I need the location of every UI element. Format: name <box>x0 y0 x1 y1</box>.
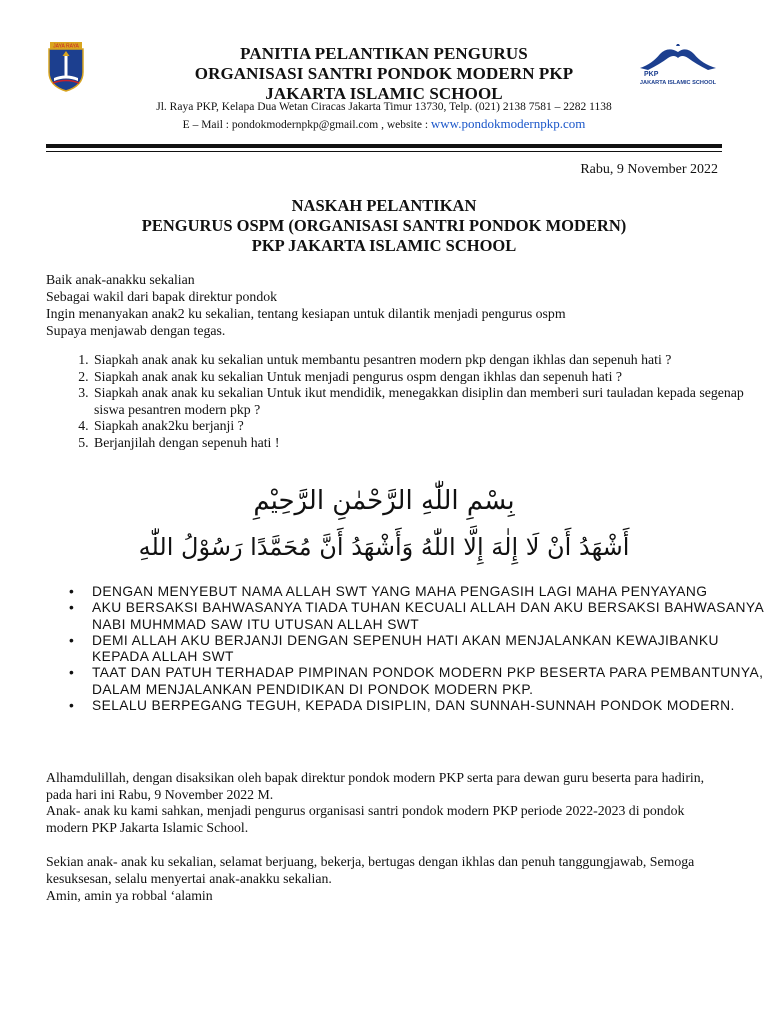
question-item: 2. Siapkah anak anak ku sekalian Untuk menjadi pengurus ospm dengan ikhlas dan sepenuh hati ? <box>92 369 758 386</box>
oath-text: DENGAN MENYEBUT NAMA ALLAH SWT YANG MAHA PENGASIH LAGI MAHA PENYAYANG <box>92 584 708 599</box>
email-text: E – Mail : pondokmodernpkp@gmail.com , website : <box>182 119 431 131</box>
letterhead-line-1: PANITIA PELANTIKAN PENGURUS <box>240 44 528 63</box>
question-item: 4. Siapkah anak2ku berjanji ? <box>92 418 758 435</box>
letterhead-line-2: ORGANISASI SANTRI PONDOK MODERN PKP <box>194 64 574 83</box>
closing-line: Anak- anak ku kami sahkan, menjadi pengurus organisasi santri pondok modern PKP periode 2022-2023 di pondok modern PKP Jakarta Islamic School. <box>46 803 685 835</box>
logo-text-bottom: JAKARTA ISLAMIC SCHOOL <box>639 80 717 86</box>
bullet-icon: • <box>69 665 75 681</box>
oath-item <box>69 584 768 600</box>
oath-list <box>46 584 768 714</box>
oath-text: AKU BERSAKSI BAHWASANYA TIADA TUHAN KECUALI ALLAH DAN AKU BERSAKSI BAHWASANYA NABI MUHMMAD SAW ITU UTUSAN ALLAH SWT <box>92 600 764 632</box>
closing-paragraph <box>46 770 726 836</box>
document-title-line-1: NASKAH PELANTIKAN <box>291 196 477 215</box>
bullet-icon: • <box>69 584 75 599</box>
question-item: 1. Siapkah anak anak ku sekalian untuk membantu pesantren modern pkp dengan ikhlas dan sepenuh hati ? <box>92 352 758 369</box>
intro-line: Baik anak-anakku sekalian <box>46 272 195 287</box>
website-link[interactable]: www.pondokmodernpkp.com <box>430 116 586 131</box>
letterhead-line-3: JAKARTA ISLAMIC SCHOOL <box>265 84 503 103</box>
intro-paragraph <box>46 271 726 339</box>
oath-item <box>69 632 768 666</box>
intro-line: Sebagai wakil dari bapak direktur pondok <box>46 289 278 304</box>
oath-item <box>69 665 768 698</box>
oath-text: SELALU BERPEGANG TEGUH, KEPADA DISIPLIN, DAN SUNNAH-SUNNAH PONDOK MODERN. <box>92 698 735 714</box>
header-divider-thin <box>46 151 722 152</box>
logo-text-top: PKP <box>644 71 659 78</box>
basmala-text: بِسْمِ اللّٰهِ الرَّحْمٰنِ الرَّحِيْمِ <box>253 486 515 516</box>
document-title-line-3: PKP JAKARTA ISLAMIC SCHOOL <box>251 236 517 255</box>
document-title-line-2: PENGURUS OSPM (ORGANISASI SANTRI PONDOK MODERN) <box>141 216 627 235</box>
oath-item <box>69 698 768 714</box>
emblem-ribbon-text: JAYA RAYA <box>53 43 79 50</box>
question-item: 5. Berjanjilah dengan sepenuh hati ! <box>92 435 758 452</box>
letterhead-address: Jl. Raya PKP, Kelapa Dua Wetan Ciracas Jakarta Timur 13730, Telp. (021) 2138 7581 – 2282 1138 <box>156 101 612 113</box>
bullet-icon: • <box>69 632 75 648</box>
farewell-line: Sekian anak- anak ku sekalian, selamat berjuang, bekerja, bertugas dengan ikhlas dan penuh tanggungjawab, Semoga kesuksesan, selalu menyertai anak-anakku sekalian. <box>46 854 695 886</box>
farewell-line: Amin, amin ya robbal ‘alamin <box>46 888 213 903</box>
question-item: 3. Siapkah anak anak ku sekalian Untuk ikut mendidik, menegakkan disiplin dan memberi suri tauladan kepada segenap siswa pesantren modern pkp ? <box>92 385 758 418</box>
oath-text: DEMI ALLAH AKU BERJANJI DENGAN SEPENUH HATI AKAN MENJALANKAN KEWAJIBANKU KEPADA ALLAH SWT <box>92 632 719 665</box>
intro-line: Ingin menanyakan anak2 ku sekalian, tentang kesiapan untuk dilantik menjadi pengurus ospm <box>46 306 566 321</box>
question-list <box>46 352 758 451</box>
intro-line: Supaya menjawab dengan tegas. <box>46 323 226 338</box>
farewell-paragraph <box>46 853 726 904</box>
closing-line: Alhamdulillah, dengan disaksikan oleh bapak direktur pondok modern PKP serta para dewan guru beserta para hadirin, pada hari ini Rabu, 9 November 2022 M. <box>46 770 705 802</box>
bullet-icon: • <box>69 698 75 714</box>
document-date: Rabu, 9 November 2022 <box>580 162 718 177</box>
oath-text: TAAT DAN PATUH TERHADAP PIMPINAN PONDOK MODERN PKP BESERTA PARA PEMBANTUNYA, DALAM MENJALANKAN PENDIDIKAN DI PONDOK MODERN PKP. <box>92 665 764 697</box>
letterhead-contact <box>0 116 768 132</box>
shahada-text: أَشْهَدُ أَنْ لَا إِلٰهَ إِلَّا اللّٰهُ وَأَشْهَدُ أَنَّ مُحَمَّدًا رَسُوْلُ اللّٰهِ <box>138 533 630 561</box>
bullet-icon: • <box>69 600 75 616</box>
header-divider-thick <box>46 144 722 148</box>
oath-item <box>69 600 768 633</box>
